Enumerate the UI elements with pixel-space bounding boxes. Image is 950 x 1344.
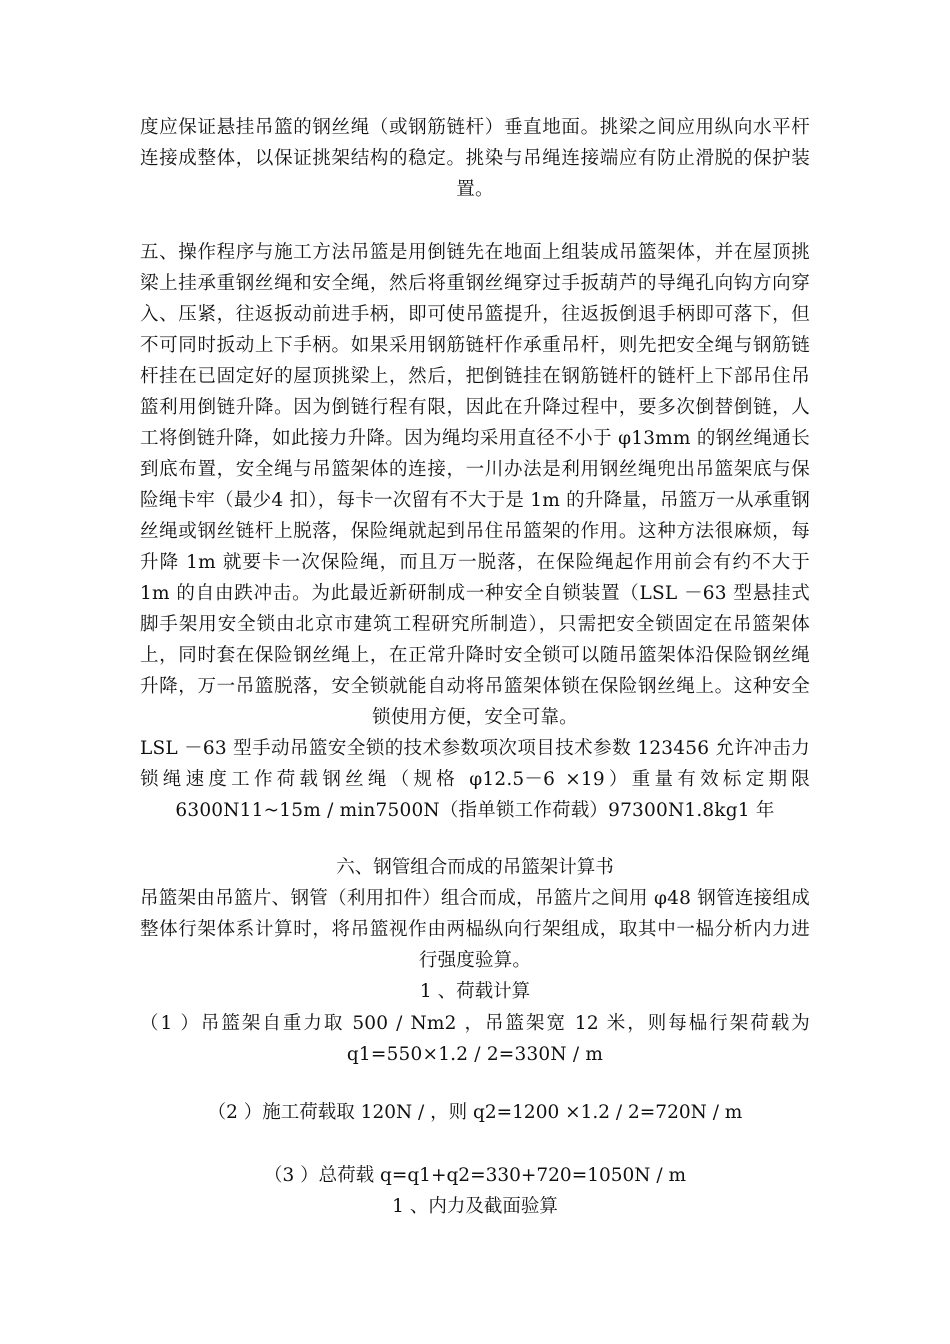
paragraph-self-weight-load: （1 ）吊篮架自重力取 500 / Nm2 ，吊篮架宽 12 米，则每榀行架荷载为 q1=550×1.2 / 2=330N / m: [140, 1013, 810, 1065]
paragraph-frame-composition: 吊篮架由吊篮片、钢管（利用扣件）组合而成，吊篮片之间用 φ48 钢管连接组成整体行架体系计算时，将吊篮视作由两榀纵向行架组成，取其中一榀分析内力进行强度验算。: [140, 888, 810, 971]
subheading-load-calculation: 1 、荷载计算: [419, 981, 531, 1002]
paragraph-safety-lock-parameters: LSL －63 型手动吊篮安全锁的技术参数项次项目技术参数 123456 允许冲击力锁绳速度工作荷载钢丝绳（规格 φ12.5－6 ×19）重量有效标定期限 6300N11~15m / min7500N（指单锁工作荷载）97300N1.8kg1 年: [140, 738, 810, 821]
paragraph-construction-load: （2 ）施工荷载取 120N / ，则 q2=1200 ×1.2 / 2=720N / m: [207, 1102, 743, 1123]
section-heading-calculation: 六、钢管组合而成的吊篮架计算书: [336, 857, 614, 878]
paragraph-suspension-requirements: 度应保证悬挂吊篮的钢丝绳（或钢筋链杆）垂直地面。挑梁之间应用纵向水平杆连接成整体，以保证挑架结构的稳定。挑染与吊绳连接端应有防止滑脱的保护装置。: [140, 117, 810, 200]
subheading-internal-force-check: 1 、内力及截面验算: [392, 1196, 558, 1217]
paragraph-total-load: （3 ）总荷载 q=q1+q2=330+720=1050N / m: [263, 1165, 687, 1186]
paragraph-operation-procedure: 五、操作程序与施工方法吊篮是用倒链先在地面上组装成吊篮架体，并在屋顶挑梁上挂承重钢丝绳和安全绳，然后将重钢丝绳穿过手扳葫芦的导绳孔向钩方向穿入、压紧，往返扳动前进手柄，即可使吊篮提升，往返扳倒退手柄即可落下，但不可同时扳动上下手柄。如果采用钢筋链杆作承重吊杆，则先把安全绳与钢筋链杆挂在已固定好的屋顶挑梁上，然后，把倒链挂在钢筋链杆的链杆上下部吊住吊篮利用倒链升降。因为倒链行程有限，因此在升降过程中，要多次倒替倒链，人工将倒链升降，如此接力升降。因为绳均采用直径不小于 φ13mm 的钢丝绳通长到底布置，安全绳与吊篮架体的连接，一川办法是利用钢丝绳兜出吊篮架底与保险绳卡牢（最少4 扣），每卡一次留有不大于是 1m 的升降量，吊篮万一从承重钢丝绳或钢丝链杆上脱落，保险绳就起到吊住吊篮架的作用。这种方法很麻烦，每升降 1m 就要卡一次保险绳，而且万一脱落，在保险绳起作用前会有约不大于 1m 的自由跌冲击。为此最近新研制成一种安全自锁装置（LSL －63 型悬挂式脚手架用安全锁由北京市建筑工程研究所制造），只需把安全锁固定在吊篮架体上，同时套在保险钢丝绳上，在正常升降时安全锁可以随吊篮架体沿保险钢丝绳升降，万一吊篮脱落，安全锁就能自动将吊篮架体锁在保险钢丝绳上。这种安全锁使用方便，安全可靠。: [140, 242, 810, 728]
